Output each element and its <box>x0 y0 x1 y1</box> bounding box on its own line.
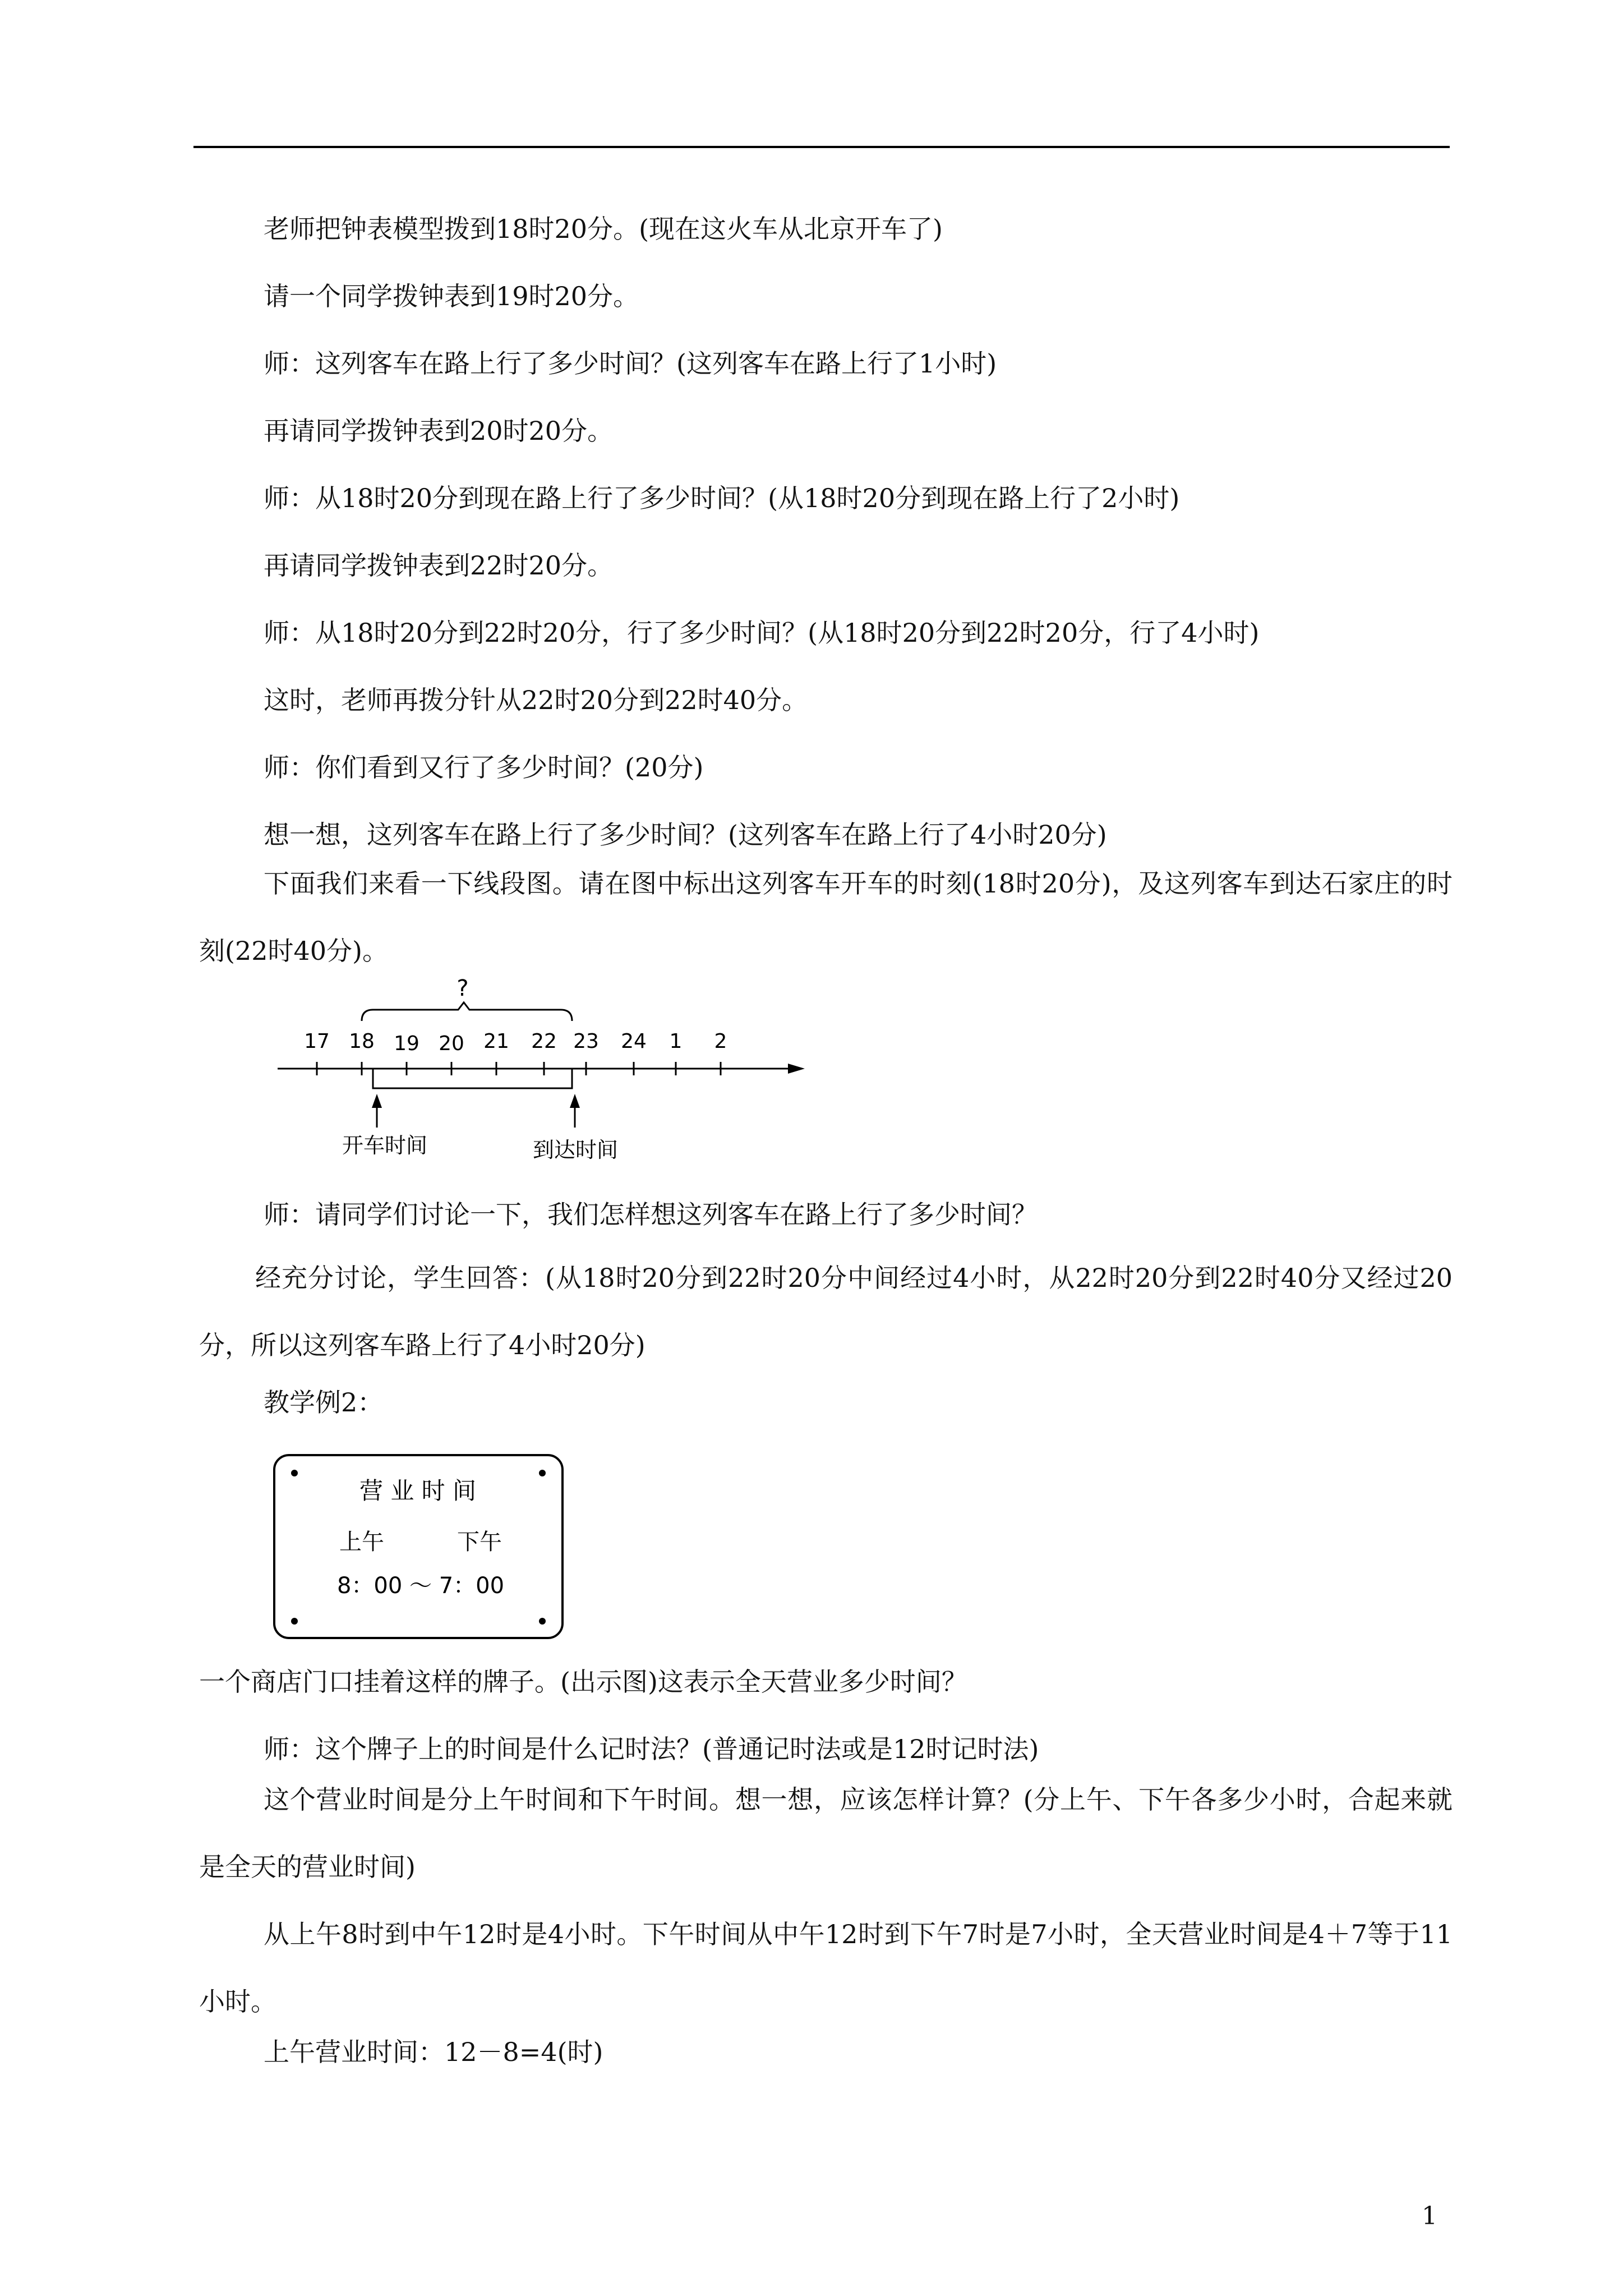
axis-arrowhead <box>788 1064 805 1074</box>
paragraph: 老师把钟表模型拨到18时20分。(现在这火车从北京开车了) <box>264 214 943 244</box>
question-mark: ? <box>457 976 469 1001</box>
sign-am-label: 上午 <box>339 1529 384 1555</box>
paragraph: 想一想，这列客车在路上行了多少时间？(这列客车在路上行了4小时20分) <box>264 820 1107 850</box>
duration-brace <box>362 1002 572 1021</box>
journey-bracket <box>373 1069 572 1088</box>
paragraph: 请一个同学拨钟表到19时20分。 <box>264 281 639 311</box>
business-hours-sign <box>272 1453 569 1644</box>
page-number: 1 <box>1422 2202 1437 2230</box>
paragraph: 再请同学拨钟表到22时20分。 <box>264 550 614 581</box>
paragraph: 师：你们看到又行了多少时间？(20分) <box>264 752 704 783</box>
paragraph: 师：这个牌子上的时间是什么记时法？(普通记时法或是12时记时法) <box>264 1734 1039 1764</box>
paragraph: 再请同学拨钟表到20时20分。 <box>264 416 614 446</box>
tick-label: 20 <box>439 1032 464 1055</box>
sign-pm-label: 下午 <box>457 1529 502 1555</box>
paragraph: 师：请同学们讨论一下，我们怎样想这列客车在路上行了多少时间？ <box>264 1199 1038 1230</box>
tick-label: 18 <box>349 1030 375 1053</box>
paragraph: 这个营业时间是分上午时间和下午时间。想一想，应该怎样计算？(分上午、下午各多少小时，合起来就是全天的营业时间) <box>199 1784 1453 1882</box>
paragraph: 上午营业时间：12－8=4(时) <box>264 2037 603 2067</box>
depart-label: 开车时间 <box>342 1133 428 1158</box>
paragraph: 教学例2： <box>264 1387 384 1418</box>
paragraph: 从上午8时到中午12时是4小时。下午时间从中午12时到下午7时是7小时，全天营业时间是4＋7等于11小时。 <box>199 1919 1453 2017</box>
tick-label: 21 <box>483 1030 509 1053</box>
tick-label: 17 <box>304 1030 330 1053</box>
screw-dot <box>291 1618 298 1625</box>
screw-dot <box>291 1470 298 1476</box>
tick-label: 19 <box>394 1032 419 1055</box>
paragraph: 师：这列客车在路上行了多少时间？(这列客车在路上行了1小时) <box>264 348 997 379</box>
tick-label: 2 <box>714 1030 727 1053</box>
screw-dot <box>539 1470 546 1476</box>
tick-label: 1 <box>669 1030 683 1053</box>
arrive-label: 到达时间 <box>533 1138 619 1162</box>
paragraph: 下面我们来看一下线段图。请在图中标出这列客车开车的时刻(18时20分)，及这列客车到达石家庄的时刻(22时40分)。 <box>199 868 1453 966</box>
screw-dot <box>539 1618 546 1625</box>
tick-label: 22 <box>531 1030 557 1053</box>
header-rule <box>193 146 1450 148</box>
timeline-diagram <box>269 973 819 1181</box>
sign-title: 营 业 时 间 <box>359 1477 477 1504</box>
paragraph: 师：从18时20分到22时20分，行了多少时间？(从18时20分到22时20分，行了4小时) <box>264 618 1260 648</box>
paragraph: 这时，老师再拨分针从22时20分到22时40分。 <box>264 685 808 715</box>
sign-hours: 8：00 ～ 7：00 <box>336 1573 505 1599</box>
tick-label: 23 <box>573 1030 599 1053</box>
tick-label: 24 <box>621 1030 647 1053</box>
paragraph: 一个商店门口挂着这样的牌子。(出示图)这表示全天营业多少时间？ <box>199 1667 967 1697</box>
paragraph: 师：从18时20分到现在路上行了多少时间？(从18时20分到现在路上行了2小时) <box>264 483 1180 513</box>
paragraph: 经充分讨论，学生回答：(从18时20分到22时20分中间经过4小时，从22时20分到22时40分又经过20分，所以这列客车路上行了4小时20分) <box>199 1263 1453 1360</box>
